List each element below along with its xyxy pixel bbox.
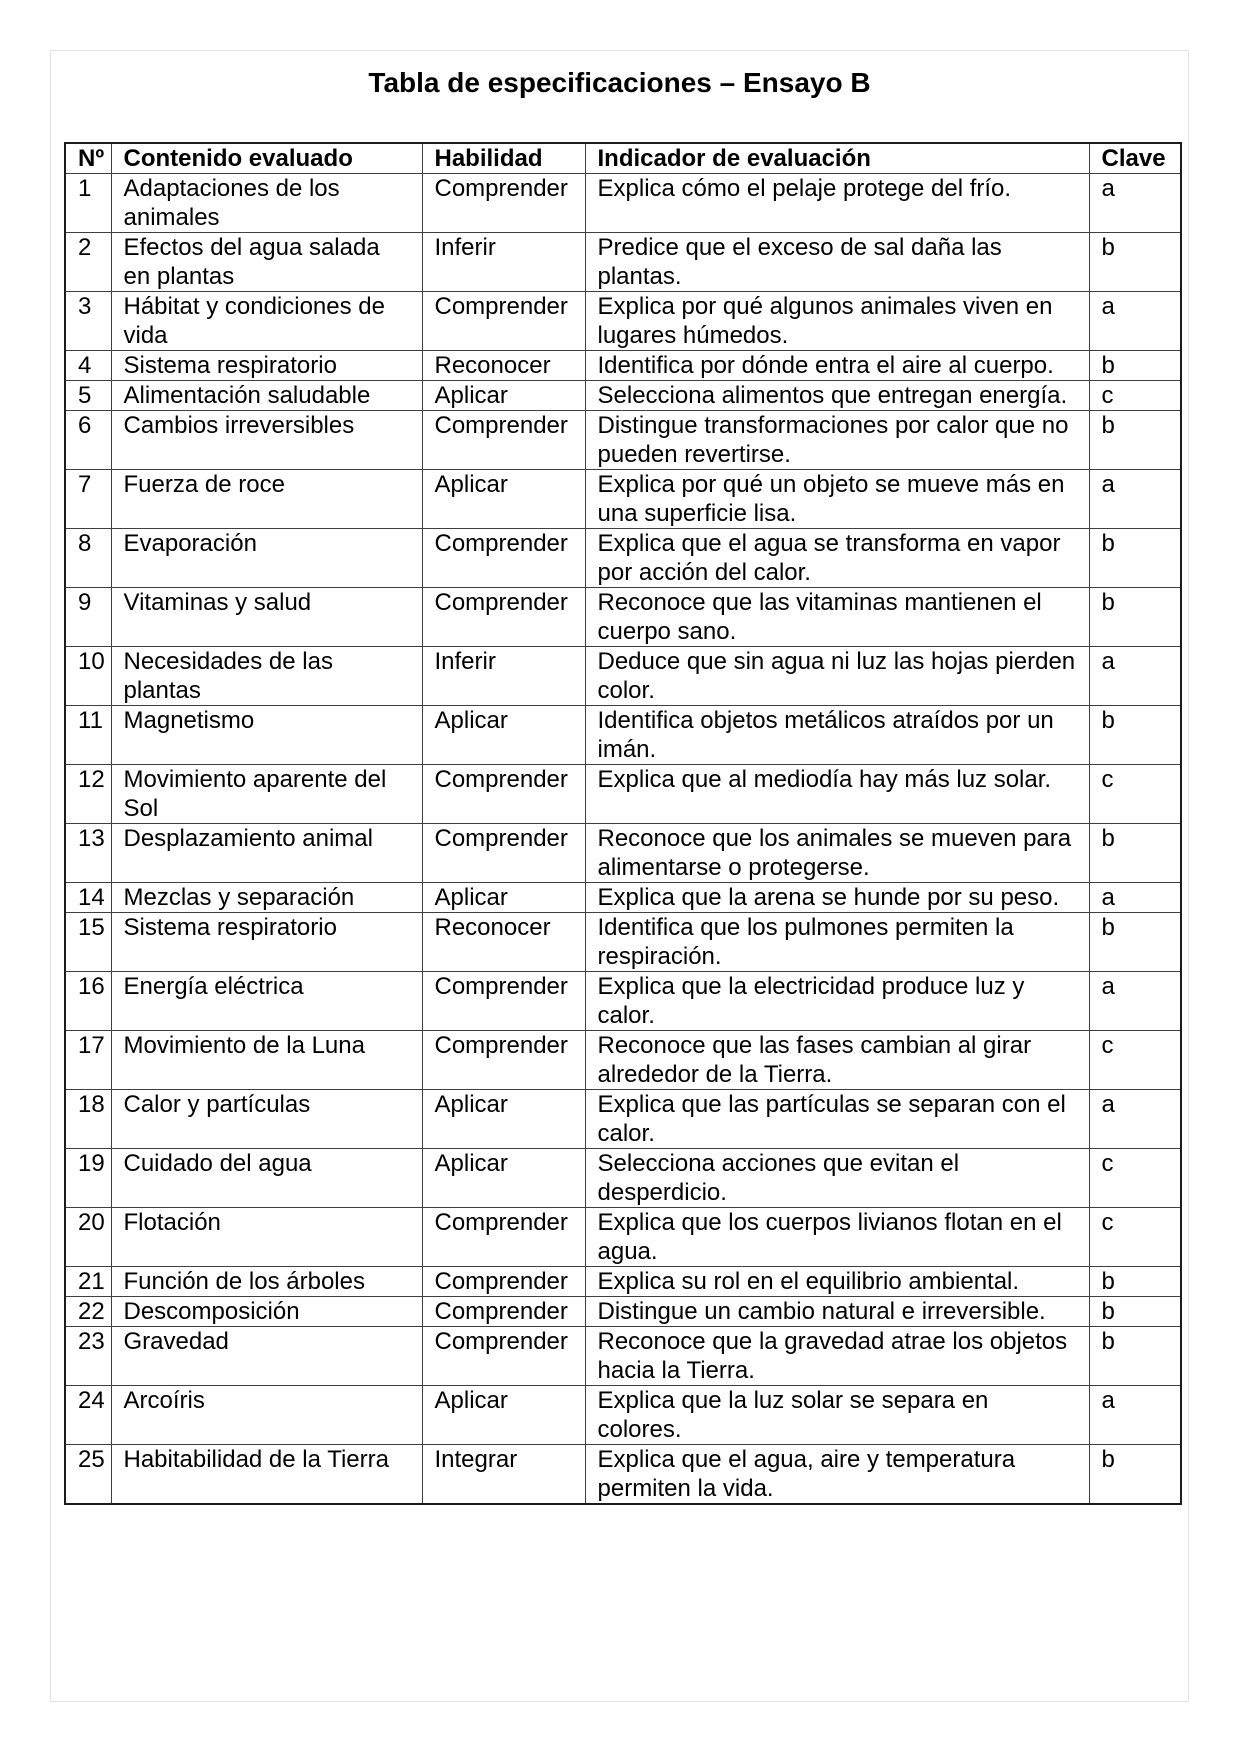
cell-indicador: Identifica que los pulmones permiten la respiración. <box>585 913 1089 972</box>
cell-n: 7 <box>65 470 111 529</box>
cell-habilidad: Reconocer <box>422 351 585 381</box>
cell-n: 9 <box>65 588 111 647</box>
cell-n: 18 <box>65 1090 111 1149</box>
table-row <box>65 174 1181 233</box>
cell-indicador: Explica que al mediodía hay más luz solar. <box>585 765 1089 824</box>
cell-contenido: Fuerza de roce <box>111 470 422 529</box>
cell-n: 2 <box>65 233 111 292</box>
cell-n: 22 <box>65 1297 111 1327</box>
table-row <box>65 706 1181 765</box>
header-cell-indicador: Indicador de evaluación <box>585 143 1089 174</box>
table-row <box>65 824 1181 883</box>
cell-contenido: Efectos del agua salada en plantas <box>111 233 422 292</box>
cell-n: 14 <box>65 883 111 913</box>
table-row <box>65 233 1181 292</box>
cell-habilidad: Comprender <box>422 1267 585 1297</box>
cell-habilidad: Aplicar <box>422 1386 585 1445</box>
cell-indicador: Deduce que sin agua ni luz las hojas pierden color. <box>585 647 1089 706</box>
cell-contenido: Movimiento de la Luna <box>111 1031 422 1090</box>
table-row <box>65 1297 1181 1327</box>
cell-contenido: Arcoíris <box>111 1386 422 1445</box>
cell-habilidad: Aplicar <box>422 883 585 913</box>
cell-contenido: Habitabilidad de la Tierra <box>111 1445 422 1505</box>
cell-habilidad: Comprender <box>422 1297 585 1327</box>
cell-indicador: Reconoce que las fases cambian al girar alrededor de la Tierra. <box>585 1031 1089 1090</box>
cell-contenido: Desplazamiento animal <box>111 824 422 883</box>
cell-contenido: Gravedad <box>111 1327 422 1386</box>
cell-contenido: Flotación <box>111 1208 422 1267</box>
cell-contenido: Hábitat y condiciones de vida <box>111 292 422 351</box>
cell-contenido: Magnetismo <box>111 706 422 765</box>
cell-contenido: Sistema respiratorio <box>111 351 422 381</box>
cell-habilidad: Aplicar <box>422 1090 585 1149</box>
cell-habilidad: Integrar <box>422 1445 585 1505</box>
cell-n: 3 <box>65 292 111 351</box>
header-cell-habilidad: Habilidad <box>422 143 585 174</box>
cell-contenido: Evaporación <box>111 529 422 588</box>
cell-indicador: Explica por qué algunos animales viven en lugares húmedos. <box>585 292 1089 351</box>
cell-n: 23 <box>65 1327 111 1386</box>
cell-clave: c <box>1089 1208 1181 1267</box>
cell-indicador: Explica que la luz solar se separa en colores. <box>585 1386 1089 1445</box>
cell-indicador: Reconoce que las vitaminas mantienen el cuerpo sano. <box>585 588 1089 647</box>
cell-clave: b <box>1089 351 1181 381</box>
cell-indicador: Explica su rol en el equilibrio ambiental. <box>585 1267 1089 1297</box>
cell-clave: b <box>1089 411 1181 470</box>
cell-n: 21 <box>65 1267 111 1297</box>
cell-clave: c <box>1089 1149 1181 1208</box>
table-row <box>65 292 1181 351</box>
cell-n: 20 <box>65 1208 111 1267</box>
table-row <box>65 883 1181 913</box>
cell-habilidad: Comprender <box>422 824 585 883</box>
cell-clave: b <box>1089 588 1181 647</box>
cell-clave: b <box>1089 529 1181 588</box>
cell-indicador: Predice que el exceso de sal daña las plantas. <box>585 233 1089 292</box>
cell-habilidad: Inferir <box>422 233 585 292</box>
cell-clave: b <box>1089 233 1181 292</box>
cell-indicador: Explica que el agua se transforma en vapor por acción del calor. <box>585 529 1089 588</box>
cell-indicador: Distingue transformaciones por calor que no pueden revertirse. <box>585 411 1089 470</box>
cell-n: 19 <box>65 1149 111 1208</box>
table-row <box>65 588 1181 647</box>
cell-clave: b <box>1089 1297 1181 1327</box>
cell-habilidad: Aplicar <box>422 381 585 411</box>
cell-clave: a <box>1089 1090 1181 1149</box>
table-row <box>65 765 1181 824</box>
cell-indicador: Explica que las partículas se separan con el calor. <box>585 1090 1089 1149</box>
cell-clave: a <box>1089 883 1181 913</box>
cell-clave: c <box>1089 381 1181 411</box>
cell-contenido: Mezclas y separación <box>111 883 422 913</box>
table-header-row <box>65 143 1181 174</box>
cell-n: 5 <box>65 381 111 411</box>
table-row <box>65 351 1181 381</box>
cell-clave: b <box>1089 824 1181 883</box>
table-row <box>65 381 1181 411</box>
table-row <box>65 1386 1181 1445</box>
cell-n: 15 <box>65 913 111 972</box>
cell-habilidad: Comprender <box>422 1208 585 1267</box>
cell-indicador: Identifica objetos metálicos atraídos por un imán. <box>585 706 1089 765</box>
cell-indicador: Explica que el agua, aire y temperatura permiten la vida. <box>585 1445 1089 1505</box>
cell-indicador: Explica que los cuerpos livianos flotan en el agua. <box>585 1208 1089 1267</box>
cell-indicador: Reconoce que los animales se mueven para alimentarse o protegerse. <box>585 824 1089 883</box>
cell-indicador: Explica que la electricidad produce luz y calor. <box>585 972 1089 1031</box>
cell-habilidad: Comprender <box>422 765 585 824</box>
cell-indicador: Distingue un cambio natural e irreversible. <box>585 1297 1089 1327</box>
cell-habilidad: Aplicar <box>422 470 585 529</box>
cell-n: 24 <box>65 1386 111 1445</box>
cell-clave: b <box>1089 1445 1181 1505</box>
specifications-table <box>64 142 1182 1505</box>
cell-indicador: Explica por qué un objeto se mueve más en una superficie lisa. <box>585 470 1089 529</box>
table-row <box>65 1149 1181 1208</box>
cell-indicador: Explica cómo el pelaje protege del frío. <box>585 174 1089 233</box>
cell-n: 6 <box>65 411 111 470</box>
cell-clave: c <box>1089 1031 1181 1090</box>
cell-contenido: Descomposición <box>111 1297 422 1327</box>
cell-contenido: Adaptaciones de los animales <box>111 174 422 233</box>
table-row <box>65 972 1181 1031</box>
cell-clave: a <box>1089 1386 1181 1445</box>
cell-contenido: Función de los árboles <box>111 1267 422 1297</box>
cell-contenido: Alimentación saludable <box>111 381 422 411</box>
header-cell-clave: Clave <box>1089 143 1181 174</box>
cell-habilidad: Comprender <box>422 972 585 1031</box>
cell-contenido: Calor y partículas <box>111 1090 422 1149</box>
document-title: Tabla de especificaciones – Ensayo B <box>368 67 871 98</box>
table-row <box>65 1267 1181 1297</box>
table-row <box>65 470 1181 529</box>
cell-clave: a <box>1089 292 1181 351</box>
table-row <box>65 913 1181 972</box>
cell-habilidad: Comprender <box>422 411 585 470</box>
header-cell-numero: Nº <box>65 143 111 174</box>
cell-contenido: Sistema respiratorio <box>111 913 422 972</box>
cell-clave: b <box>1089 1327 1181 1386</box>
table-row <box>65 1327 1181 1386</box>
table-row <box>65 1090 1181 1149</box>
table-row <box>65 1208 1181 1267</box>
cell-habilidad: Aplicar <box>422 706 585 765</box>
cell-indicador: Reconoce que la gravedad atrae los objetos hacia la Tierra. <box>585 1327 1089 1386</box>
cell-indicador: Identifica por dónde entra el aire al cuerpo. <box>585 351 1089 381</box>
cell-contenido: Vitaminas y salud <box>111 588 422 647</box>
table-body <box>65 174 1181 1505</box>
document-page <box>50 50 1189 1702</box>
cell-clave: c <box>1089 765 1181 824</box>
cell-indicador: Selecciona alimentos que entregan energía. <box>585 381 1089 411</box>
cell-indicador: Selecciona acciones que evitan el desperdicio. <box>585 1149 1089 1208</box>
cell-n: 4 <box>65 351 111 381</box>
cell-habilidad: Aplicar <box>422 1149 585 1208</box>
cell-habilidad: Comprender <box>422 529 585 588</box>
table-row <box>65 1445 1181 1505</box>
cell-clave: a <box>1089 972 1181 1031</box>
cell-n: 25 <box>65 1445 111 1505</box>
cell-n: 17 <box>65 1031 111 1090</box>
cell-clave: b <box>1089 913 1181 972</box>
cell-contenido: Necesidades de las plantas <box>111 647 422 706</box>
header-cell-contenido: Contenido evaluado <box>111 143 422 174</box>
cell-clave: b <box>1089 706 1181 765</box>
cell-habilidad: Comprender <box>422 588 585 647</box>
table-row <box>65 647 1181 706</box>
cell-n: 8 <box>65 529 111 588</box>
cell-indicador: Explica que la arena se hunde por su peso. <box>585 883 1089 913</box>
table-row <box>65 411 1181 470</box>
cell-habilidad: Inferir <box>422 647 585 706</box>
cell-clave: a <box>1089 647 1181 706</box>
cell-n: 16 <box>65 972 111 1031</box>
cell-contenido: Energía eléctrica <box>111 972 422 1031</box>
cell-clave: b <box>1089 1267 1181 1297</box>
cell-contenido: Movimiento aparente del Sol <box>111 765 422 824</box>
table-row <box>65 1031 1181 1090</box>
cell-habilidad: Comprender <box>422 1031 585 1090</box>
cell-contenido: Cuidado del agua <box>111 1149 422 1208</box>
cell-n: 1 <box>65 174 111 233</box>
table-row <box>65 529 1181 588</box>
cell-habilidad: Comprender <box>422 292 585 351</box>
cell-habilidad: Comprender <box>422 1327 585 1386</box>
cell-contenido: Cambios irreversibles <box>111 411 422 470</box>
cell-habilidad: Reconocer <box>422 913 585 972</box>
cell-n: 10 <box>65 647 111 706</box>
cell-clave: a <box>1089 470 1181 529</box>
cell-clave: a <box>1089 174 1181 233</box>
cell-n: 13 <box>65 824 111 883</box>
cell-n: 12 <box>65 765 111 824</box>
cell-n: 11 <box>65 706 111 765</box>
cell-habilidad: Comprender <box>422 174 585 233</box>
